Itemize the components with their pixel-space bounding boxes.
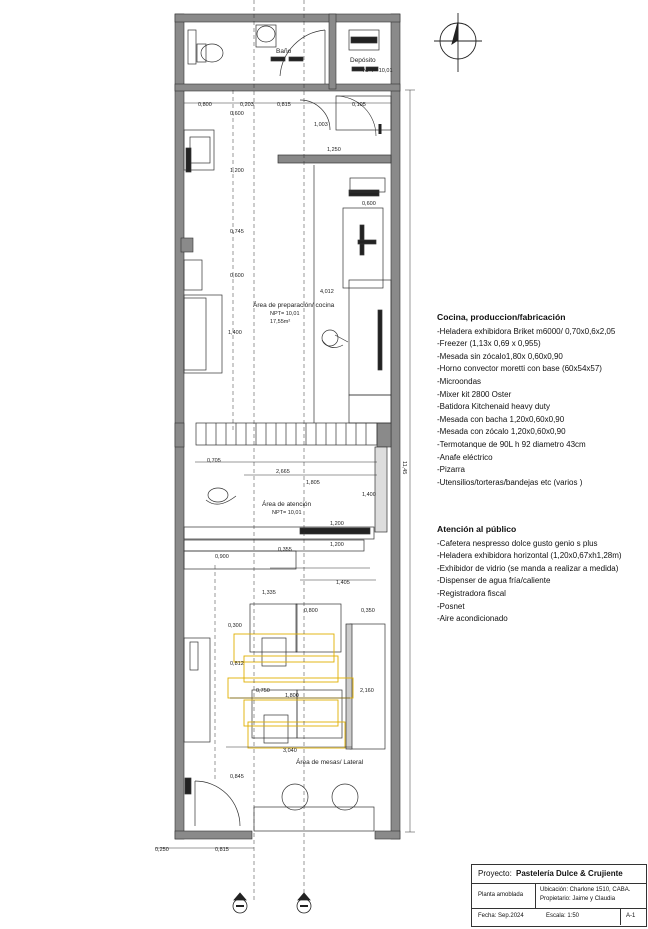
room-label-atencion: Área de atención (262, 501, 312, 508)
dimension-labels (155, 102, 407, 853)
legend-item: -Freezer (1,13x 0,69 x 0,955) (437, 339, 541, 349)
legend-item: -Anafe eléctrico (437, 452, 493, 462)
dimension-label: 0,203 (240, 102, 254, 108)
room-label-deposito: Depósito (350, 57, 376, 64)
legend-item: -Utensilios/torteras/bandejas etc (varios ) (437, 477, 583, 487)
dimension-label: 0,105 (352, 102, 366, 108)
dimension-label: 1,400 (362, 492, 376, 498)
legend-item: -Mixer kit 2800 Oster (437, 389, 512, 399)
dimension-label: 1,200 (330, 542, 344, 548)
dimension-label: 1,250 (327, 147, 341, 153)
legend-public (437, 523, 637, 626)
dimension-label: 3,040 (283, 748, 297, 754)
sheet-name: Planta amoblada (478, 892, 524, 898)
dimension-label: 0,900 (215, 554, 229, 560)
dimension-label: 0,600 (230, 111, 244, 117)
dimension-label: 0,355 (278, 547, 292, 553)
legend-item: -Termotanque de 90L h 92 diametro 43cm (437, 439, 586, 449)
dimension-label: 0,600 (230, 273, 244, 279)
legend-item: -Posnet (437, 601, 465, 611)
dimension-label: 0,750 (256, 688, 270, 694)
dimension-label: 0,845 (230, 774, 244, 780)
legend-item: -Batidora Kitchenaid heavy duty (437, 402, 550, 412)
dimension-label: 0,300 (228, 623, 242, 629)
dimension-label: 2,160 (360, 688, 374, 694)
legend-item: -Exhibidor de vidrio (se manda a realizar a medida) (437, 563, 619, 573)
section-marker-icon (233, 893, 311, 913)
legend-item: -Horno convector moretti con base (60x54x57) (437, 364, 602, 374)
room-label-cocina: Área de preparación/ cocina (253, 302, 335, 309)
legend-item: -Mesada con bacha 1,20x0,60x0,90 (437, 414, 565, 424)
owners: Propietario: Jaime y Claudia (540, 896, 616, 902)
project-name: Pastelería Dulce & Crujiente (516, 869, 623, 878)
axis-lines (215, 0, 304, 900)
room-floor-atencion: NPT= 10,01 (272, 510, 302, 516)
dimension-label: 1,003 (314, 122, 328, 128)
legend-kitchen-title: Cocina, produccion/fabricación (437, 312, 566, 322)
dimension-label: 1,405 (336, 580, 350, 586)
legend-item: -Mesada con zócalo 1,20x0,60x0,90 (437, 427, 566, 437)
dimension-label: 1,200 (230, 168, 244, 174)
sheet-number: A-1 (626, 913, 636, 919)
dimension-label: 4,012 (320, 289, 334, 295)
dimension-label: 0,812 (230, 661, 244, 667)
dimension-label: 0,600 (362, 201, 376, 207)
date: Fecha: Sep.2024 (478, 913, 524, 919)
room-floor-deposito: NPT= 10,01 (363, 68, 393, 74)
location: Ubicación: Charlone 1510, CABA. (540, 887, 631, 893)
legend-item: -Cafetera nespresso dolce gusto genio s plus (437, 538, 598, 548)
table-outlines (228, 634, 353, 748)
legend-item: -Heladera exhibidora horizontal (1,20x0,67xh1,28m) (437, 551, 622, 561)
room-label-bano: Baño (276, 48, 292, 55)
dimension-label: 1,800 (285, 693, 299, 699)
dimension-label: 0,705 (207, 458, 221, 464)
room-label-mesas: Área de mesas/ Lateral (296, 759, 364, 766)
legend-public-title: Atención al público (437, 524, 517, 534)
title-block (471, 864, 647, 927)
dimension-label: 1,335 (262, 590, 276, 596)
legend-item: -Heladera exhibidora Briket m6000/ 0,70x0,6x2,05 (437, 326, 616, 336)
legend-item: -Microondas (437, 376, 482, 386)
dimension-label: 2,665 (276, 469, 290, 475)
scale: Escala: 1:50 (546, 913, 580, 919)
legend-item: -Mesada sin zócalo1,80x 0,60x0,90 (437, 351, 563, 361)
dimension-label: 0,250 (155, 847, 169, 853)
dimension-label: 0,815 (277, 102, 291, 108)
dimension-label: 0,350 (361, 608, 375, 614)
room-floor-cocina: NPT= 10,01 (270, 311, 300, 317)
north-arrow-icon (434, 13, 482, 72)
dimension-label: 1,805 (306, 480, 320, 486)
dimension-label: 0,815 (215, 847, 229, 853)
legend-item: -Pizarra (437, 465, 466, 475)
legend-item: -Aire acondicionado (437, 614, 508, 624)
kitchen-fixtures (184, 96, 391, 423)
legend-item: -Registradora fiscal (437, 588, 506, 598)
dimension-label: 0,800 (198, 102, 212, 108)
legend-kitchen (437, 311, 637, 489)
dimension-label: 0,800 (304, 608, 318, 614)
room-area-cocina: 17,55m² (270, 319, 291, 325)
dining-fixtures (184, 604, 385, 831)
dimension-label: 1,400 (228, 330, 242, 336)
dimension-label: 11,45 (401, 461, 407, 475)
legend-item: -Dispenser de agua fría/caliente (437, 576, 551, 586)
project-label: Proyecto: (478, 869, 512, 878)
dimension-label: 0,745 (230, 229, 244, 235)
dimension-label: 1,200 (330, 521, 344, 527)
